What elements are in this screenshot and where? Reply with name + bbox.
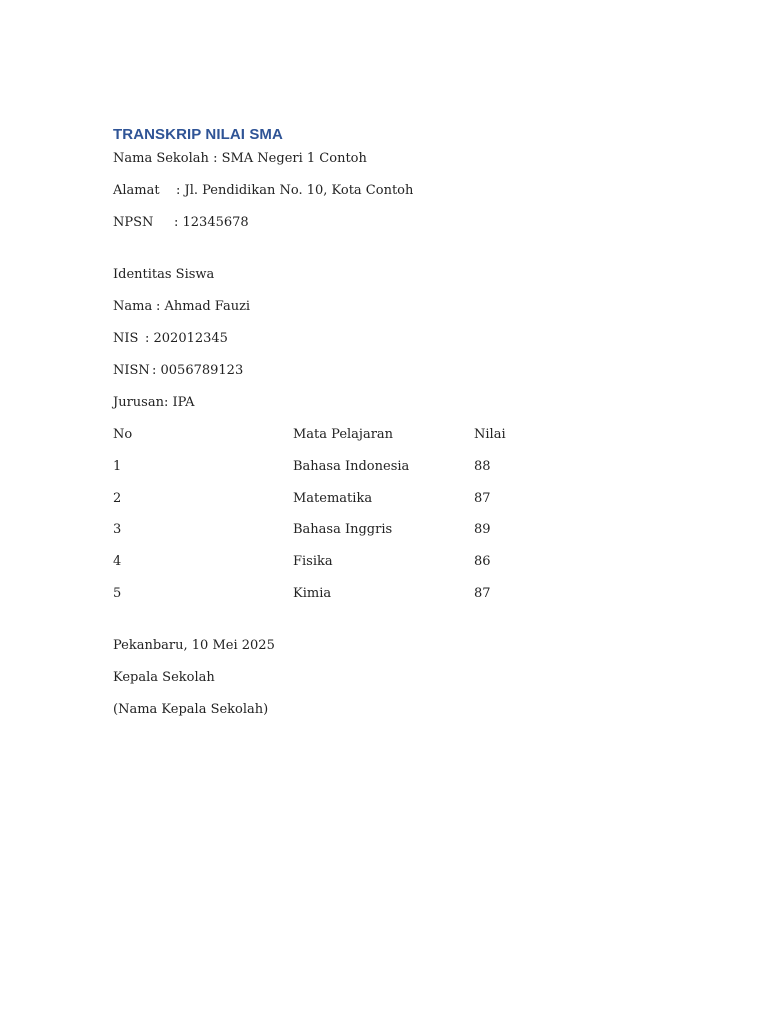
row-score: 87 — [474, 491, 491, 506]
row-subject: Matematika — [293, 491, 373, 506]
school-npsn-label: NPSN — [113, 215, 154, 230]
row-score: 86 — [474, 554, 491, 569]
signature-place-date: Pekanbaru, 10 Mei 2025 — [113, 638, 275, 653]
school-address-line — [113, 183, 413, 199]
student-name-value: : Ahmad Fauzi — [156, 299, 251, 314]
row-number: 1 — [113, 459, 122, 474]
row-subject: Bahasa Inggris — [293, 522, 393, 537]
table-row — [113, 586, 673, 602]
school-npsn-line — [113, 215, 249, 231]
table-row — [113, 491, 673, 507]
grades-table-header — [113, 427, 673, 443]
student-major-line: Jurusan: IPA — [113, 395, 195, 410]
row-number: 5 — [113, 586, 122, 601]
row-score: 89 — [474, 522, 491, 537]
table-row — [113, 554, 673, 570]
row-number: 3 — [113, 522, 122, 537]
school-address-label: Alamat — [113, 183, 160, 198]
school-name-label: Nama Sekolah — [113, 151, 209, 166]
student-nisn-line — [113, 363, 243, 379]
signature-role: Kepala Sekolah — [113, 670, 215, 685]
student-name-label: Nama — [113, 299, 153, 314]
row-number: 4 — [113, 554, 122, 569]
school-name-line — [113, 151, 367, 167]
school-address-value: : Jl. Pendidikan No. 10, Kota Contoh — [176, 183, 414, 198]
student-nisn-value: : 0056789123 — [152, 363, 244, 378]
header-no: No — [113, 427, 133, 442]
header-subject: Mata Pelajaran — [293, 427, 394, 442]
row-number: 2 — [113, 491, 122, 506]
student-nisn-label: NISN — [113, 363, 150, 378]
header-score: Nilai — [474, 427, 506, 442]
row-subject: Bahasa Indonesia — [293, 459, 410, 474]
table-row — [113, 459, 673, 475]
student-nis-label: NIS — [113, 331, 139, 346]
student-name-line — [113, 299, 250, 315]
school-npsn-value: : 12345678 — [174, 215, 249, 230]
document-title: TRANSKRIP NILAI SMA — [113, 126, 283, 143]
row-subject: Kimia — [293, 586, 332, 601]
signature-name: (Nama Kepala Sekolah) — [113, 702, 269, 717]
row-subject: Fisika — [293, 554, 333, 569]
row-score: 87 — [474, 586, 491, 601]
row-score: 88 — [474, 459, 491, 474]
table-row — [113, 522, 673, 538]
student-nis-value: : 202012345 — [145, 331, 228, 346]
school-name-value: : SMA Negeri 1 Contoh — [213, 151, 367, 166]
student-section-heading: Identitas Siswa — [113, 267, 215, 282]
student-nis-line — [113, 331, 228, 347]
